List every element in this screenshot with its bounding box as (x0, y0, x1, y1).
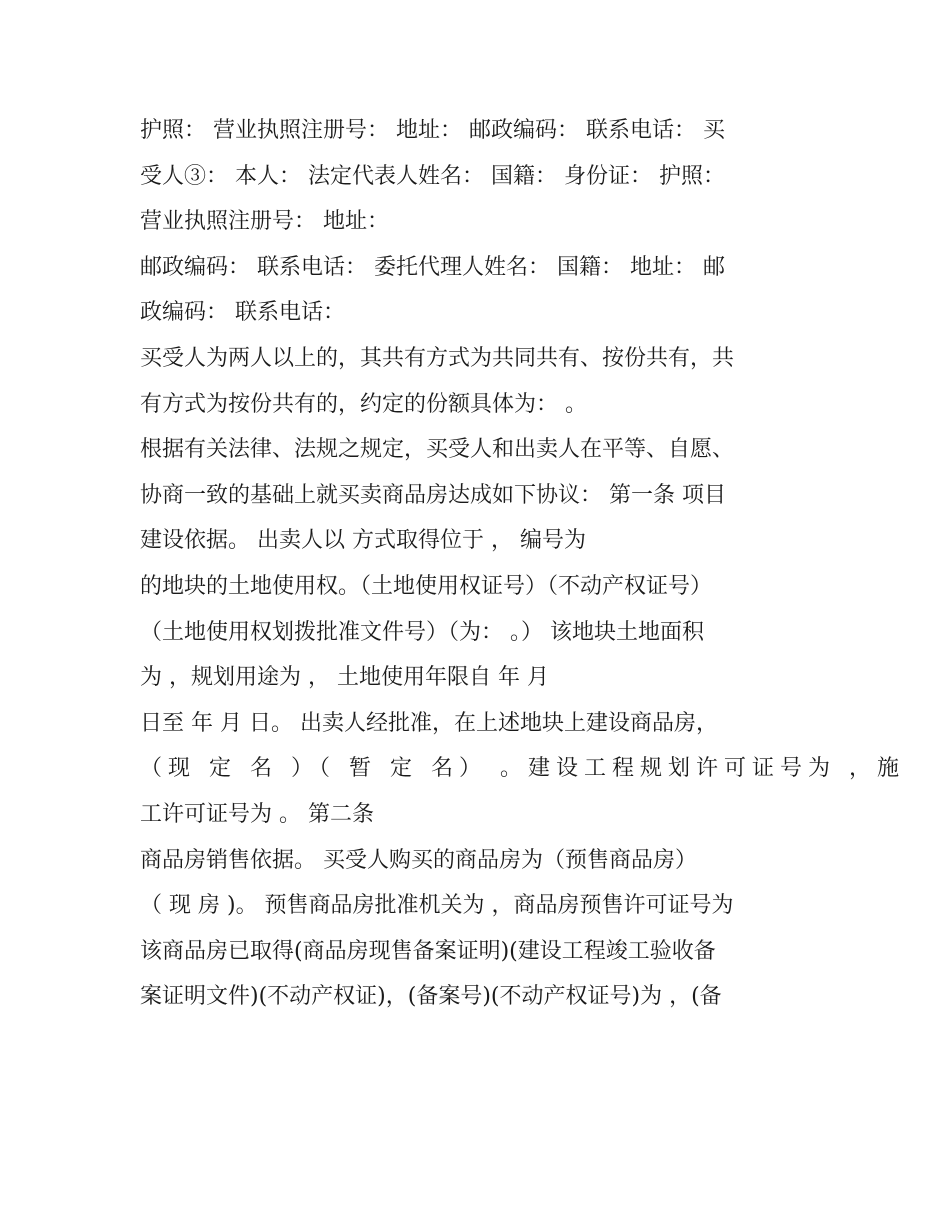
text-line: 营业执照注册号： 地址： (140, 209, 389, 235)
text-line: 协商一致的基础上就买卖商品房达成如下协议： 第一条 项目 (140, 482, 726, 508)
text-line: （ 现 房 )。 预售商品房批准机关为 ，商品房预售许可证号为 (140, 893, 734, 919)
body-text (140, 108, 905, 1020)
text-line: 根据有关法律、法规之规定，买受人和出卖人在平等、自愿、 (140, 437, 735, 463)
text-line: 日至 年 月 日。 出卖人经批准，在上述地块上建设商品房， (140, 710, 718, 736)
text-line: 买受人为两人以上的，其共有方式为共同共有、按份共有，共 (140, 345, 735, 371)
text-line: 有方式为按份共有的，约定的份额具体为： 。 (140, 391, 587, 417)
text-line: 为 ，规划用途为 ， 土地使用年限自 年 月 (140, 665, 549, 691)
text-line: 受人③： 本人： 法定代表人姓名： 国籍： 身份证： 护照： (140, 163, 725, 189)
text-line: 商品房销售依据。 买受人购买的商品房为（预售商品房） (140, 847, 697, 873)
text-line: 建设依据。 出卖人以 方式取得位于 ， 编号为 (140, 528, 586, 554)
text-line: 护照： 营业执照注册号： 地址： 邮政编码： 联系电话： 买 (140, 118, 725, 143)
text-line: 邮政编码： 联系电话： 委托代理人姓名： 国籍： 地址： 邮 (140, 254, 725, 280)
text-line: 案证明文件)(不动产权证)，(备案号)(不动产权证号)为 ，(备 (140, 984, 722, 1010)
text-line: （现 定 名 ）（ 暂 定 名） 。建设工程规划许可证号为 ，施 (140, 756, 905, 782)
text-line: 政编码： 联系电话： (140, 300, 345, 326)
text-line: （土地使用权划拨批准文件号）（为： 。） 该地块土地面积 (140, 619, 704, 645)
text-line: 的地块的土地使用权。（土地使用权证号）（不动产权证号） (140, 573, 713, 599)
text-line: 工许可证号为 。 第二条 (140, 801, 374, 827)
text-line: 该商品房已取得(商品房现售备案证明)(建设工程竣工验收备 (140, 938, 716, 964)
